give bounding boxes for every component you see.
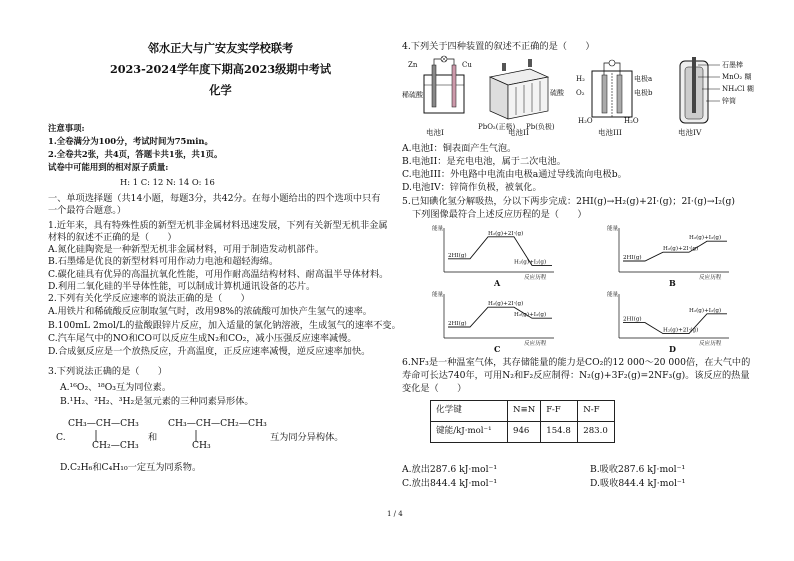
q1-stem: 1.近年来，具有特殊性质的新型无机非金属材料迅速发展，下列有关新型无机非金属: [48, 220, 388, 231]
level-reactant: 2HI(g): [623, 316, 642, 323]
table-row: [431, 422, 615, 443]
cell-4-diagram: [680, 57, 720, 123]
y-axis-label: 能量: [432, 226, 444, 232]
cell-2-label: 电池II: [508, 128, 529, 137]
q2-option-a: A.用铁片和稀硫酸反应制取氢气时，改用98%的浓硫酸可加快产生氢气的速率。: [48, 306, 372, 317]
label-pbo2: PbO₂(正极): [478, 123, 516, 131]
q4-battery-diagrams: [402, 55, 767, 137]
header-subject: 化学: [209, 83, 232, 97]
x-axis-label: 反应历程: [524, 341, 547, 347]
table-cell: 946: [508, 422, 541, 443]
label-carbon: 石墨棒: [722, 61, 743, 69]
bond-energy-table: [430, 400, 615, 443]
label-o2: O₂: [576, 89, 585, 97]
mass-title: 试卷中可能用到的相对原子质量:: [48, 162, 169, 172]
cell-1-diagram: [424, 56, 464, 113]
q2-option-c: C.汽车尾气中的NO和CO可以反应生成N₂和CO₂，减小压强反应速率减慢。: [48, 333, 357, 344]
label-zn: Zn: [408, 61, 418, 69]
cell-2-diagram: [490, 59, 548, 119]
table-cell: 154.8: [541, 422, 578, 443]
table-header: N≡N: [508, 401, 541, 422]
q6-stem: 6.NF₃是一种温室气体，其存储能量的能力是CO₂的12 000～20 000倍，在大气中的: [402, 357, 751, 368]
q2-option-b: B.100mL 2mol/L的盐酸跟锌片反应，加入适量的氯化钠溶液，生成氢气的速率不变。: [48, 320, 401, 331]
label-h2: H₂: [576, 75, 585, 83]
q6-option-b: B.吸收287.6 kJ·mol⁻¹: [590, 464, 686, 475]
table-cell: 键能/kJ·mol⁻¹: [431, 422, 508, 443]
notes-title: 注意事项:: [48, 123, 85, 133]
label-nh4cl: NH₄Cl 糊: [722, 85, 754, 93]
level-product: H₂(g)+I₂(g): [514, 259, 547, 266]
level-intermediate: H₂(g)+2I·(g): [488, 301, 524, 308]
label-elec-b: 电极b: [634, 89, 653, 97]
y-axis-label: 能量: [432, 292, 444, 298]
level-intermediate: H₂(g)+2I·(g): [663, 327, 699, 334]
q3-c-struct1-top: CH₃—CH—CH₃: [68, 418, 139, 429]
level-reactant: 2HI(g): [448, 321, 467, 327]
q3-c-struct1-bottom: CH₂—CH₃: [92, 440, 139, 451]
cell-4-label: 电池IV: [678, 128, 702, 137]
q3-c-struct2-bottom: CH₃: [192, 440, 211, 451]
level-intermediate: H₂(g)+2I·(g): [663, 246, 699, 253]
q2-stem: 2.下列有关化学反应速率的说法正确的是（ ）: [48, 293, 250, 304]
label-h2so4: 硫酸: [550, 89, 564, 97]
cell-3-label: 电池III: [598, 128, 622, 137]
q1-option-d: D.利用二氧化硅的半导体性能，可以制成计算机通讯设备的芯片。: [48, 281, 316, 292]
q6-option-c: C.放出844.4 kJ·mol⁻¹: [402, 478, 498, 489]
label-zinc: 锌筒: [722, 97, 736, 105]
q6-option-a: A.放出287.6 kJ·mol⁻¹: [402, 464, 498, 475]
section1-title: 一、单项选择题（共14小题，每题3分，共42分。在每小题给出的四个选项中只有: [48, 193, 381, 204]
option-label: B: [669, 278, 676, 288]
option-label: A: [494, 278, 501, 288]
label-h2o-right: H₂O: [624, 117, 639, 125]
label-pb: Pb(负极): [526, 123, 555, 131]
table-header: N-F: [578, 401, 615, 422]
q6-stem-cont: 寿命可长达740年，可用N₂和F₂反应制得：N₂(g)+3F₂(g)=2NF₃(g)。该反应的热量: [402, 370, 750, 381]
cell-3-diagram: [592, 60, 632, 117]
level-product: H₂(g)+I₂(g): [514, 312, 547, 319]
q1-stem-cont: 材料的叙述不正确的是（ ）: [48, 232, 177, 243]
label-elec-a: 电极a: [634, 75, 653, 83]
y-axis-label: 能量: [607, 226, 619, 232]
q3-option-d: D.C₂H₆和C₄H₁₀一定互为同系物。: [60, 462, 202, 473]
q4-option-d: D.电池IV：锌筒作负极，被氧化。: [402, 182, 542, 193]
option-label: C: [494, 344, 501, 354]
q5-energy-diagrams: [432, 222, 762, 354]
level-intermediate: H₂(g)+2I·(g): [488, 230, 524, 237]
q3-option-b: B.¹H₂、²H₂、³H₂是氢元素的三种同素异形体。: [60, 396, 254, 407]
label-h2o-left: H₂O: [578, 117, 593, 125]
table-row: [431, 401, 615, 422]
q3-c-tail: 互为同分异构体。: [270, 432, 344, 443]
table-cell: 283.0: [578, 422, 615, 443]
note-1: 1.全卷满分为100分，考试时间为75min。: [48, 136, 213, 146]
option-label: D: [669, 344, 676, 354]
section1-title-cont: 一个最符合题意。）: [48, 205, 127, 216]
x-axis-label: 反应历程: [699, 275, 722, 281]
q4-stem: 4.下列关于四种装置的叙述不正确的是（ ）: [402, 41, 595, 52]
q5-stem-cont: 下列图像最符合上述反应历程的是（ ）: [412, 209, 587, 220]
q1-option-c: C.碳化硅具有优异的高温抗氧化性能，可用作耐高温结构材料、耐高温半导体材料。: [48, 269, 389, 280]
q5-stem: 5.已知碘化氢分解吸热，分以下两步完成：2HI(g)→H₂(g)+2I·(g)；2I·(g)→I₂(g): [402, 196, 735, 207]
q1-option-a: A.氮化硅陶瓷是一种新型无机非金属材料，可用于制造发动机部件。: [48, 244, 324, 255]
level-reactant: 2HI(g): [623, 255, 642, 261]
atomic-masses: H: 1 C: 12 N: 14 O: 16: [120, 177, 215, 187]
level-reactant: 2HI(g): [448, 252, 467, 259]
energy-panels: [432, 224, 729, 354]
q3-option-c-label: C.: [56, 432, 66, 443]
page-number: 1 / 4: [387, 510, 403, 518]
x-axis-label: 反应历程: [524, 275, 547, 281]
q4-option-b: B.电池II：是充电电池，属于二次电池。: [402, 156, 566, 167]
label-acid: 稀硫酸: [402, 91, 423, 99]
q3-c-struct2-top: CH₃—CH—CH₂—CH₃: [168, 418, 267, 429]
header-exam: 2023-2024学年度下期高2023级期中考试: [109, 62, 332, 76]
y-axis-label: 能量: [607, 292, 619, 298]
q6-stem-cont2: 变化是（ ）: [402, 383, 467, 394]
q3-stem: 3.下列说法正确的是（ ）: [48, 366, 168, 377]
q4-option-c: C.电池III：外电路中电流由电极a通过导线流向电极b。: [402, 169, 627, 180]
table-header: F-F: [541, 401, 578, 422]
level-product: H₂(g)+I₂(g): [689, 307, 722, 314]
q6-option-d: D.吸收844.4 kJ·mol⁻¹: [590, 478, 686, 489]
q4-option-a: A.电池I：铜表面产生气泡。: [402, 143, 517, 154]
header-school: 邻水正大与广安友实学校联考: [147, 41, 294, 55]
x-axis-label: 反应历程: [699, 341, 722, 347]
q2-option-d: D.合成氨反应是一个放热反应，升高温度，正反应速率减慢，逆反应速率加快。: [48, 346, 371, 357]
label-mno2: MnO₂ 糊: [722, 73, 752, 81]
label-cu: Cu: [462, 61, 472, 69]
note-2: 2.全卷共2张，共4页，答题卡共1张，共1页。: [48, 149, 223, 159]
q3-c-and: 和: [148, 432, 158, 443]
q3-option-a: A.¹⁶O₂、¹⁸O₃互为同位素。: [60, 382, 172, 393]
q1-option-b: B.石墨烯是优良的新型材料可用作动力电池和超轻海绵。: [48, 256, 279, 267]
table-header: 化学键: [431, 401, 508, 422]
cell-1-label: 电池I: [426, 128, 444, 137]
level-product: H₂(g)+I₂(g): [689, 235, 722, 242]
